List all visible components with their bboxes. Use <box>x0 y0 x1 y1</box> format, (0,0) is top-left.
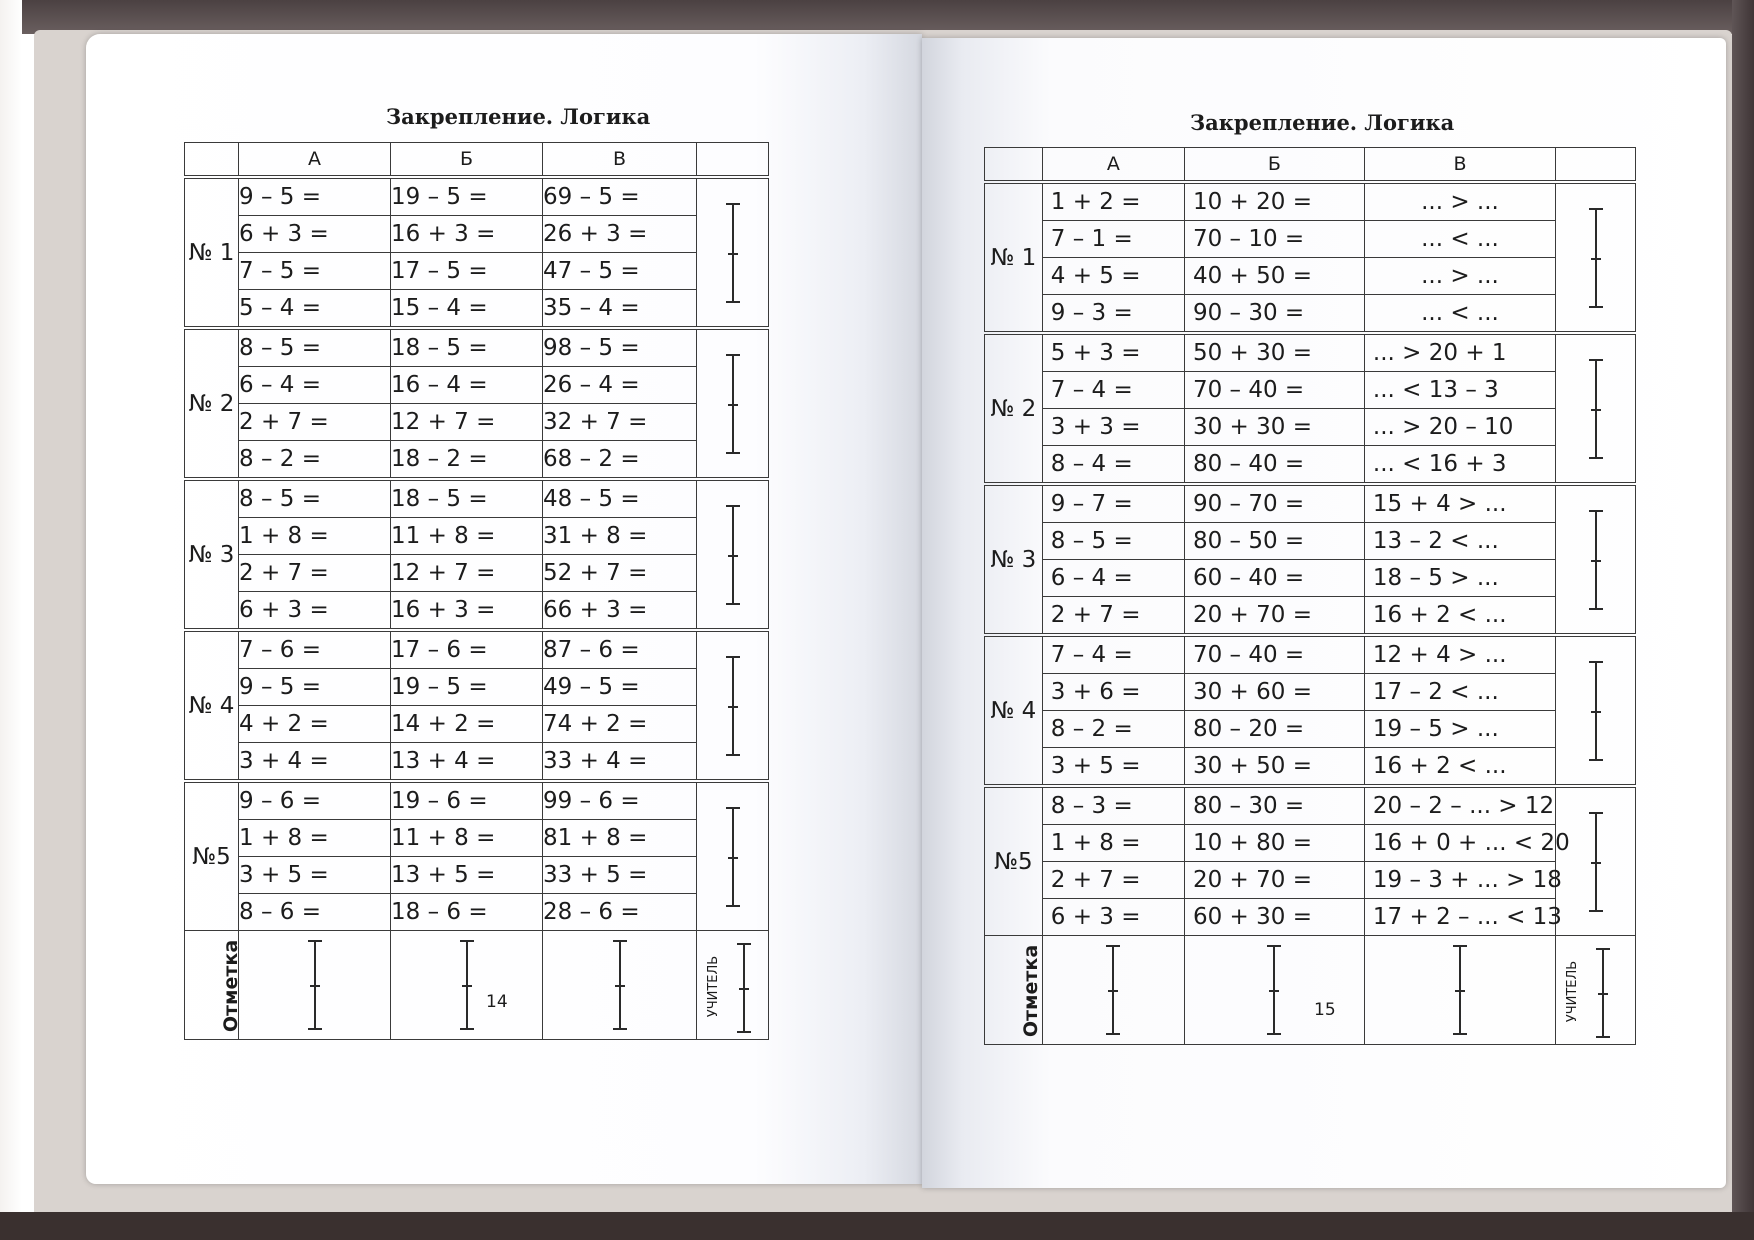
expression-cell: 12 + 7 = <box>391 555 543 592</box>
expression-cell: 18 – 5 = <box>391 479 543 518</box>
grade-cell-a[interactable] <box>239 931 391 1040</box>
expression-cell: 52 + 7 = <box>543 555 697 592</box>
score-cell[interactable] <box>697 479 769 630</box>
expression-cell: 4 + 5 = <box>1042 258 1184 295</box>
score-scale-icon <box>726 354 740 454</box>
expression-cell: 15 – 4 = <box>391 290 543 329</box>
grade-cell-b[interactable] <box>1184 936 1364 1045</box>
score-scale-icon <box>1453 945 1467 1035</box>
expression-cell: 5 – 4 = <box>239 290 391 329</box>
expression-cell: 9 – 5 = <box>239 669 391 706</box>
table-row <box>185 367 769 404</box>
expression-cell: 40 + 50 = <box>1184 258 1364 295</box>
expression-cell: 18 – 6 = <box>391 894 543 931</box>
grade-row <box>985 936 1636 1045</box>
expression-cell: 8 – 5 = <box>239 479 391 518</box>
exercise-table <box>984 147 1636 1045</box>
section-number: № 3 <box>185 479 239 630</box>
score-cell[interactable] <box>697 781 769 931</box>
expression-cell: 9 – 7 = <box>1042 484 1184 523</box>
table-row <box>985 786 1636 825</box>
score-scale-icon <box>726 203 740 303</box>
page-number: 14 <box>486 992 508 1012</box>
grade-label: Отметка <box>220 939 243 1033</box>
comparison-cell: 13 – 2 < ... <box>1364 523 1555 560</box>
comparison-cell: ... < ... <box>1364 221 1555 258</box>
grade-cell-b[interactable] <box>391 931 543 1040</box>
expression-cell: 19 – 6 = <box>391 781 543 820</box>
expression-cell: 8 – 2 = <box>239 441 391 480</box>
corner-cell <box>985 148 1043 183</box>
score-scale-icon <box>726 505 740 605</box>
table-row <box>985 635 1636 674</box>
score-scale-icon <box>613 940 627 1030</box>
table-row <box>985 372 1636 409</box>
expression-cell: 30 + 30 = <box>1184 409 1364 446</box>
expression-cell: 99 – 6 = <box>543 781 697 820</box>
table-row <box>185 216 769 253</box>
table-row <box>985 597 1636 636</box>
comparison-cell: 16 + 0 + ... < 20 <box>1364 825 1555 862</box>
expression-cell: 6 + 3 = <box>239 216 391 253</box>
expression-cell: 60 + 30 = <box>1184 899 1364 936</box>
expression-cell: 8 – 5 = <box>1042 523 1184 560</box>
column-header-v: В <box>543 143 697 178</box>
mark-header-cell <box>697 143 769 178</box>
expression-cell: 9 – 6 = <box>239 781 391 820</box>
expression-cell: 7 – 4 = <box>1042 372 1184 409</box>
expression-cell: 74 + 2 = <box>543 706 697 743</box>
expression-cell: 80 – 50 = <box>1184 523 1364 560</box>
expression-cell: 48 – 5 = <box>543 479 697 518</box>
expression-cell: 19 – 5 = <box>391 669 543 706</box>
score-cell[interactable] <box>1556 484 1636 635</box>
table-row <box>185 706 769 743</box>
comparison-cell: ... > 20 – 10 <box>1364 409 1555 446</box>
table-row <box>185 592 769 631</box>
expression-cell: 17 – 5 = <box>391 253 543 290</box>
score-scale-icon <box>726 656 740 756</box>
expression-cell: 30 + 50 = <box>1184 748 1364 787</box>
table-row <box>985 258 1636 295</box>
score-scale-icon <box>1106 945 1120 1035</box>
column-header-b: Б <box>1184 148 1364 183</box>
score-scale-icon <box>1267 945 1281 1035</box>
score-cell[interactable] <box>1556 333 1636 484</box>
table-row <box>985 523 1636 560</box>
expression-cell: 3 + 5 = <box>239 857 391 894</box>
expression-cell: 8 – 4 = <box>1042 446 1184 485</box>
table-row <box>985 221 1636 258</box>
expression-cell: 12 + 7 = <box>391 404 543 441</box>
score-cell[interactable] <box>1556 786 1636 936</box>
scan-border-top <box>0 0 1754 34</box>
expression-cell: 20 + 70 = <box>1184 862 1364 899</box>
expression-cell: 68 – 2 = <box>543 441 697 480</box>
table-row <box>985 182 1636 221</box>
grade-cell-a[interactable] <box>1042 936 1184 1045</box>
expression-cell: 80 – 30 = <box>1184 786 1364 825</box>
expression-cell: 2 + 7 = <box>239 555 391 592</box>
comparison-cell: 16 + 2 < ... <box>1364 597 1555 636</box>
section-number: №5 <box>985 786 1043 936</box>
comparison-cell: ... > ... <box>1364 258 1555 295</box>
comparison-cell: 17 + 2 – ... < 13 <box>1364 899 1555 936</box>
expression-cell: 16 + 3 = <box>391 592 543 631</box>
expression-cell: 31 + 8 = <box>543 518 697 555</box>
scan-border-left <box>0 0 22 1240</box>
section-number: № 1 <box>985 182 1043 333</box>
score-scale-icon <box>1589 359 1603 459</box>
table-row <box>985 560 1636 597</box>
comparison-cell: 16 + 2 < ... <box>1364 748 1555 787</box>
expression-cell: 3 + 3 = <box>1042 409 1184 446</box>
section-number: № 3 <box>985 484 1043 635</box>
expression-cell: 3 + 5 = <box>1042 748 1184 787</box>
comparison-cell: 19 – 3 + ... > 18 <box>1364 862 1555 899</box>
table-row <box>985 748 1636 787</box>
comparison-cell: 19 – 5 > ... <box>1364 711 1555 748</box>
corner-cell <box>185 143 239 178</box>
column-header-a: А <box>1042 148 1184 183</box>
table-header-row <box>985 148 1636 183</box>
expression-cell: 81 + 8 = <box>543 820 697 857</box>
score-scale-icon <box>308 940 322 1030</box>
expression-cell: 13 + 4 = <box>391 743 543 782</box>
expression-cell: 16 + 3 = <box>391 216 543 253</box>
score-scale-icon <box>460 940 474 1030</box>
score-scale-icon <box>726 807 740 907</box>
teacher-grade-cell[interactable] <box>697 931 769 1040</box>
expression-cell: 47 – 5 = <box>543 253 697 290</box>
expression-cell: 8 – 6 = <box>239 894 391 931</box>
workbook-page-right <box>922 38 1726 1188</box>
table-row <box>985 711 1636 748</box>
expression-cell: 69 – 5 = <box>543 177 697 216</box>
expression-cell: 80 – 20 = <box>1184 711 1364 748</box>
mark-header-cell <box>1556 148 1636 183</box>
expression-cell: 6 – 4 = <box>239 367 391 404</box>
expression-cell: 6 – 4 = <box>1042 560 1184 597</box>
expression-cell: 8 – 5 = <box>239 328 391 367</box>
comparison-cell: 18 – 5 > ... <box>1364 560 1555 597</box>
expression-cell: 33 + 4 = <box>543 743 697 782</box>
expression-cell: 9 – 3 = <box>1042 295 1184 334</box>
score-cell[interactable] <box>697 177 769 328</box>
expression-cell: 11 + 8 = <box>391 820 543 857</box>
expression-cell: 30 + 60 = <box>1184 674 1364 711</box>
section-number: № 4 <box>185 630 239 781</box>
table-row <box>985 825 1636 862</box>
expression-cell: 50 + 30 = <box>1184 333 1364 372</box>
expression-cell: 1 + 8 = <box>239 518 391 555</box>
expression-cell: 98 – 5 = <box>543 328 697 367</box>
score-scale-icon <box>1596 948 1610 1038</box>
column-header-v: В <box>1364 148 1555 183</box>
expression-cell: 7 – 5 = <box>239 253 391 290</box>
table-row <box>185 555 769 592</box>
expression-cell: 1 + 8 = <box>239 820 391 857</box>
expression-cell: 18 – 5 = <box>391 328 543 367</box>
grade-row <box>185 931 769 1040</box>
table-row <box>185 669 769 706</box>
expression-cell: 20 + 70 = <box>1184 597 1364 636</box>
expression-cell: 3 + 6 = <box>1042 674 1184 711</box>
expression-cell: 90 – 30 = <box>1184 295 1364 334</box>
comparison-cell: ... > ... <box>1364 182 1555 221</box>
grade-label: Отметка <box>1020 944 1043 1038</box>
expression-cell: 17 – 6 = <box>391 630 543 669</box>
expression-cell: 2 + 7 = <box>1042 862 1184 899</box>
expression-cell: 3 + 4 = <box>239 743 391 782</box>
expression-cell: 1 + 8 = <box>1042 825 1184 862</box>
section-number: № 2 <box>185 328 239 479</box>
teacher-label: УЧИТЕЛЬ <box>706 955 722 1018</box>
comparison-cell: ... < ... <box>1364 295 1555 334</box>
table-row <box>185 328 769 367</box>
expression-cell: 19 – 5 = <box>391 177 543 216</box>
section-number: №5 <box>185 781 239 931</box>
score-scale-icon <box>1589 661 1603 761</box>
table-row <box>985 295 1636 334</box>
score-scale-icon <box>1589 812 1603 912</box>
expression-cell: 32 + 7 = <box>543 404 697 441</box>
page-title: Закрепление. Логика <box>1190 110 1455 135</box>
exercise-table <box>184 142 769 1040</box>
comparison-cell: ... < 13 – 3 <box>1364 372 1555 409</box>
table-row <box>185 290 769 329</box>
expression-cell: 66 + 3 = <box>543 592 697 631</box>
expression-cell: 26 + 3 = <box>543 216 697 253</box>
expression-cell: 70 – 10 = <box>1184 221 1364 258</box>
table-row <box>985 862 1636 899</box>
table-row <box>185 820 769 857</box>
score-cell[interactable] <box>1556 182 1636 333</box>
expression-cell: 80 – 40 = <box>1184 446 1364 485</box>
section-number: № 4 <box>985 635 1043 786</box>
expression-cell: 6 + 3 = <box>1042 899 1184 936</box>
expression-cell: 70 – 40 = <box>1184 372 1364 409</box>
expression-cell: 14 + 2 = <box>391 706 543 743</box>
score-scale-icon <box>1589 510 1603 610</box>
comparison-cell: 20 – 2 – ... > 12 <box>1364 786 1555 825</box>
grade-label-cell <box>185 931 243 1040</box>
score-cell[interactable] <box>697 630 769 781</box>
table-row <box>185 781 769 820</box>
workbook-page-left <box>86 34 922 1184</box>
section-number: № 1 <box>185 177 239 328</box>
expression-cell: 90 – 70 = <box>1184 484 1364 523</box>
expression-cell: 5 + 3 = <box>1042 333 1184 372</box>
teacher-label: УЧИТЕЛЬ <box>1565 960 1581 1023</box>
expression-cell: 10 + 80 = <box>1184 825 1364 862</box>
expression-cell: 28 – 6 = <box>543 894 697 931</box>
table-row <box>185 479 769 518</box>
scan-border-right <box>1732 0 1754 1240</box>
table-row <box>985 484 1636 523</box>
scan-border-bottom <box>0 1212 1754 1240</box>
table-header-row <box>185 143 769 178</box>
page-number: 15 <box>1314 1000 1336 1020</box>
table-row <box>185 441 769 480</box>
table-row <box>985 409 1636 446</box>
expression-cell: 18 – 2 = <box>391 441 543 480</box>
column-header-a: А <box>239 143 391 178</box>
expression-cell: 70 – 40 = <box>1184 635 1364 674</box>
grade-cell-v[interactable] <box>1364 936 1555 1045</box>
expression-cell: 26 – 4 = <box>543 367 697 404</box>
expression-cell: 49 – 5 = <box>543 669 697 706</box>
table-row <box>185 857 769 894</box>
expression-cell: 2 + 7 = <box>1042 597 1184 636</box>
expression-cell: 16 – 4 = <box>391 367 543 404</box>
table-row <box>985 446 1636 485</box>
score-scale-icon <box>1589 208 1603 308</box>
table-row <box>185 253 769 290</box>
section-number: № 2 <box>985 333 1043 484</box>
column-header-b: Б <box>391 143 543 178</box>
expression-cell: 87 – 6 = <box>543 630 697 669</box>
expression-cell: 2 + 7 = <box>239 404 391 441</box>
table-row <box>985 674 1636 711</box>
expression-cell: 9 – 5 = <box>239 177 391 216</box>
comparison-cell: 17 – 2 < ... <box>1364 674 1555 711</box>
score-scale-icon <box>737 943 751 1033</box>
comparison-cell: 12 + 4 > ... <box>1364 635 1555 674</box>
page-title: Закрепление. Логика <box>386 104 651 129</box>
table-row <box>185 630 769 669</box>
expression-cell: 10 + 20 = <box>1184 182 1364 221</box>
table-row <box>185 404 769 441</box>
table-row <box>985 899 1636 936</box>
expression-cell: 7 – 4 = <box>1042 635 1184 674</box>
teacher-grade-cell[interactable] <box>1556 936 1636 1045</box>
comparison-cell: ... < 16 + 3 <box>1364 446 1555 485</box>
expression-cell: 7 – 1 = <box>1042 221 1184 258</box>
table-row <box>185 894 769 931</box>
expression-cell: 33 + 5 = <box>543 857 697 894</box>
score-cell[interactable] <box>697 328 769 479</box>
score-cell[interactable] <box>1556 635 1636 786</box>
expression-cell: 35 – 4 = <box>543 290 697 329</box>
grade-cell-v[interactable] <box>543 931 697 1040</box>
expression-cell: 1 + 2 = <box>1042 182 1184 221</box>
comparison-cell: 15 + 4 > ... <box>1364 484 1555 523</box>
table-row <box>185 518 769 555</box>
expression-cell: 60 – 40 = <box>1184 560 1364 597</box>
expression-cell: 8 – 2 = <box>1042 711 1184 748</box>
table-row <box>985 333 1636 372</box>
comparison-cell: ... > 20 + 1 <box>1364 333 1555 372</box>
table-row <box>185 743 769 782</box>
expression-cell: 8 – 3 = <box>1042 786 1184 825</box>
expression-cell: 7 – 6 = <box>239 630 391 669</box>
expression-cell: 6 + 3 = <box>239 592 391 631</box>
table-row <box>185 177 769 216</box>
expression-cell: 13 + 5 = <box>391 857 543 894</box>
grade-label-cell <box>985 936 1043 1045</box>
expression-cell: 11 + 8 = <box>391 518 543 555</box>
expression-cell: 4 + 2 = <box>239 706 391 743</box>
